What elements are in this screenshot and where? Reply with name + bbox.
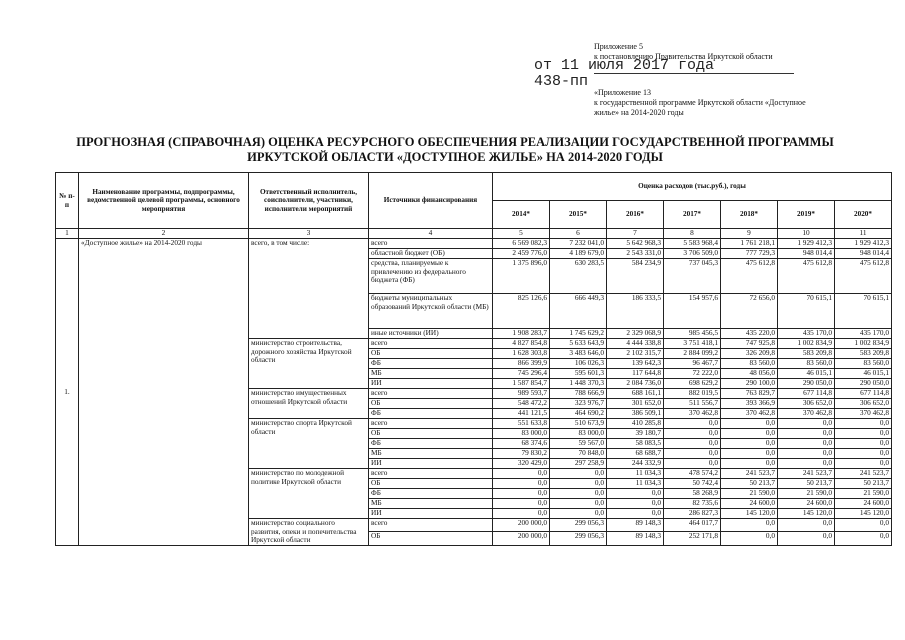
value-cell: 70 615,1	[835, 294, 892, 329]
value-cell: 186 333,5	[607, 294, 664, 329]
value-cell: 50 213,7	[721, 479, 778, 489]
value-cell: 326 209,8	[721, 349, 778, 359]
funding-source: всего	[369, 469, 493, 479]
value-cell: 0,0	[721, 449, 778, 459]
value-cell: 154 957,6	[664, 294, 721, 329]
value-cell: 58 268,9	[664, 489, 721, 499]
value-cell: 83 560,0	[835, 359, 892, 369]
value-cell: 200 000,0	[493, 519, 550, 532]
year-header: 2019*	[778, 201, 835, 229]
value-cell: 788 666,9	[550, 389, 607, 399]
value-cell: 241 523,7	[721, 469, 778, 479]
value-cell: 4 189 679,0	[550, 249, 607, 259]
funding-source: ОБ	[369, 532, 493, 545]
value-cell: 252 171,8	[664, 532, 721, 545]
value-cell: 5 642 968,3	[607, 239, 664, 249]
value-cell: 0,0	[721, 459, 778, 469]
value-cell: 0,0	[778, 439, 835, 449]
value-cell: 0,0	[493, 509, 550, 519]
value-cell: 68 688,7	[607, 449, 664, 459]
value-cell: 0,0	[664, 429, 721, 439]
value-cell: 2 884 099,2	[664, 349, 721, 359]
value-cell: 58 083,5	[607, 439, 664, 449]
value-cell: 96 467,7	[664, 359, 721, 369]
funding-source: всего	[369, 389, 493, 399]
value-cell: 393 366,9	[721, 399, 778, 409]
value-cell: 510 673,9	[550, 419, 607, 429]
value-cell: 68 374,6	[493, 439, 550, 449]
col-header-source: Источники финансирования	[369, 173, 493, 229]
value-cell: 0,0	[607, 499, 664, 509]
value-cell: 21 590,0	[835, 489, 892, 499]
year-header: 2014*	[493, 201, 550, 229]
value-cell: 370 462,8	[835, 409, 892, 419]
value-cell: 0,0	[835, 439, 892, 449]
col-header-name: Наименование программы, подпрограммы, ведомственной целевой программы, основного мероприятия	[79, 173, 249, 229]
value-cell: 24 600,0	[721, 499, 778, 509]
stamp-number: 438-пп	[534, 73, 589, 90]
value-cell: 2 102 315,7	[607, 349, 664, 359]
header-row	[56, 173, 892, 201]
value-cell: 0,0	[550, 499, 607, 509]
value-cell: 200 000,0	[493, 532, 550, 545]
value-cell: 386 509,1	[607, 409, 664, 419]
value-cell: 297 258,9	[550, 459, 607, 469]
value-cell: 698 629,2	[664, 379, 721, 389]
value-cell: 0,0	[721, 439, 778, 449]
value-cell: 1 908 283,7	[493, 329, 550, 339]
column-index: 3	[249, 229, 369, 239]
value-cell: 117 644,8	[607, 369, 664, 379]
value-cell: 0,0	[493, 479, 550, 489]
value-cell: 0,0	[493, 499, 550, 509]
value-cell: 1 761 218,1	[721, 239, 778, 249]
value-cell: 0,0	[607, 509, 664, 519]
value-cell: 320 429,0	[493, 459, 550, 469]
value-cell: 435 170,0	[778, 329, 835, 339]
column-index: 8	[664, 229, 721, 239]
value-cell: 410 285,8	[607, 419, 664, 429]
value-cell: 551 633,8	[493, 419, 550, 429]
value-cell: 39 180,7	[607, 429, 664, 439]
value-cell: 306 652,0	[778, 399, 835, 409]
executor-cell: министерство строительства, дорожного хозяйства Иркутской области	[249, 339, 369, 389]
value-cell: 0,0	[721, 419, 778, 429]
value-cell: 50 213,7	[778, 479, 835, 489]
funding-source: средства, планируемые к привлечению из федерального бюджета (ФБ)	[369, 259, 493, 294]
value-cell: 79 830,2	[493, 449, 550, 459]
value-cell: 989 593,7	[493, 389, 550, 399]
value-cell: 299 056,3	[550, 519, 607, 532]
funding-source: ФБ	[369, 359, 493, 369]
funding-source: МБ	[369, 449, 493, 459]
value-cell: 0,0	[721, 519, 778, 532]
value-cell: 666 449,3	[550, 294, 607, 329]
col-header-estimate: Оценка расходов (тыс.руб.), годы	[493, 173, 892, 201]
value-cell: 0,0	[835, 419, 892, 429]
value-cell: 89 148,3	[607, 532, 664, 545]
column-index-row	[56, 229, 892, 239]
value-cell: 1 587 854,7	[493, 379, 550, 389]
value-cell: 2 459 776,0	[493, 249, 550, 259]
title-line1: ПРОГНОЗНАЯ (СПРАВОЧНАЯ) ОЦЕНКА РЕСУРСНОГО ОБЕСПЕЧЕНИЯ РЕАЛИЗАЦИИ ГОСУДАРСТВЕННОЙ ПРОГРАММЫ	[76, 135, 834, 149]
title-line2: ИРКУТСКОЙ ОБЛАСТИ «ДОСТУПНОЕ ЖИЛЬЕ» НА 2014-2020 ГОДЫ	[247, 150, 663, 164]
value-cell: 244 332,9	[607, 459, 664, 469]
funding-source: ФБ	[369, 489, 493, 499]
value-cell: 475 612,8	[835, 259, 892, 294]
value-cell: 290 100,0	[721, 379, 778, 389]
funding-source: ИИ	[369, 379, 493, 389]
value-cell: 139 642,3	[607, 359, 664, 369]
value-cell: 4 827 854,8	[493, 339, 550, 349]
column-index: 7	[607, 229, 664, 239]
year-header: 2020*	[835, 201, 892, 229]
value-cell: 0,0	[778, 429, 835, 439]
year-header: 2017*	[664, 201, 721, 229]
value-cell: 3 751 418,1	[664, 339, 721, 349]
value-cell: 584 234,9	[607, 259, 664, 294]
value-cell: 70 848,0	[550, 449, 607, 459]
signature-line	[594, 73, 794, 74]
program-name: «Доступное жилье» на 2014-2020 годы	[79, 239, 249, 546]
value-cell: 306 652,0	[835, 399, 892, 409]
funding-source: всего	[369, 419, 493, 429]
value-cell: 6 569 082,3	[493, 239, 550, 249]
program-reference-line2: жилье» на 2014-2020 годы	[594, 108, 684, 117]
value-cell: 1 448 370,3	[550, 379, 607, 389]
value-cell: 21 590,0	[778, 489, 835, 499]
value-cell: 46 015,1	[835, 369, 892, 379]
value-cell: 0,0	[778, 419, 835, 429]
funding-source: МБ	[369, 369, 493, 379]
value-cell: 475 612,8	[721, 259, 778, 294]
value-cell: 677 114,8	[835, 389, 892, 399]
appendix13-label: «Приложение 13	[594, 88, 651, 97]
value-cell: 882 019,5	[664, 389, 721, 399]
value-cell: 1 002 834,9	[778, 339, 835, 349]
appendix-label: Приложение 5	[594, 42, 643, 51]
value-cell: 370 462,8	[664, 409, 721, 419]
funding-source: ОБ	[369, 399, 493, 409]
funding-source: бюджеты муниципальных образований Иркутской области (МБ)	[369, 294, 493, 329]
value-cell: 0,0	[664, 419, 721, 429]
resource-table	[55, 172, 892, 546]
value-cell: 478 574,2	[664, 469, 721, 479]
value-cell: 948 014,4	[835, 249, 892, 259]
value-cell: 763 829,7	[721, 389, 778, 399]
value-cell: 475 612,8	[778, 259, 835, 294]
value-cell: 464 017,7	[664, 519, 721, 532]
value-cell: 1 929 412,3	[835, 239, 892, 249]
value-cell: 630 283,5	[550, 259, 607, 294]
value-cell: 7 232 041,0	[550, 239, 607, 249]
value-cell: 299 056,3	[550, 532, 607, 545]
value-cell: 83 560,0	[721, 359, 778, 369]
value-cell: 3 483 646,0	[550, 349, 607, 359]
value-cell: 737 045,3	[664, 259, 721, 294]
funding-source: ИИ	[369, 509, 493, 519]
column-index: 6	[550, 229, 607, 239]
value-cell: 0,0	[835, 449, 892, 459]
value-cell: 11 034,3	[607, 479, 664, 489]
value-cell: 50 213,7	[835, 479, 892, 489]
stamp-date: от 11 июля 2017 года	[534, 57, 715, 74]
value-cell: 0,0	[493, 469, 550, 479]
value-cell: 301 652,0	[607, 399, 664, 409]
value-cell: 677 114,8	[778, 389, 835, 399]
value-cell: 72 222,0	[664, 369, 721, 379]
value-cell: 1 375 896,0	[493, 259, 550, 294]
value-cell: 5 583 968,4	[664, 239, 721, 249]
column-index: 9	[721, 229, 778, 239]
funding-source: ФБ	[369, 409, 493, 419]
col-header-num: № п-п	[56, 173, 79, 229]
funding-source: ОБ	[369, 349, 493, 359]
value-cell: 747 925,8	[721, 339, 778, 349]
value-cell: 0,0	[550, 469, 607, 479]
value-cell: 777 729,3	[721, 249, 778, 259]
value-cell: 370 462,8	[721, 409, 778, 419]
value-cell: 83 000,0	[550, 429, 607, 439]
value-cell: 5 633 643,9	[550, 339, 607, 349]
value-cell: 1 002 834,9	[835, 339, 892, 349]
funding-source: ОБ	[369, 479, 493, 489]
value-cell: 24 600,0	[835, 499, 892, 509]
value-cell: 290 050,0	[778, 379, 835, 389]
value-cell: 0,0	[721, 429, 778, 439]
column-index: 4	[369, 229, 493, 239]
value-cell: 745 296,4	[493, 369, 550, 379]
value-cell: 4 444 338,8	[607, 339, 664, 349]
value-cell: 2 329 068,9	[607, 329, 664, 339]
executor-cell: министерство спорта Иркутской области	[249, 419, 369, 469]
value-cell: 0,0	[664, 459, 721, 469]
year-header: 2018*	[721, 201, 778, 229]
value-cell: 0,0	[550, 509, 607, 519]
row-number: 1.	[56, 239, 79, 546]
value-cell: 1 628 303,8	[493, 349, 550, 359]
funding-source: всего	[369, 239, 493, 249]
executor-cell: министерство социального развития, опеки и попечительства Иркутской области	[249, 519, 369, 546]
value-cell: 59 567,0	[550, 439, 607, 449]
value-cell: 145 120,0	[835, 509, 892, 519]
value-cell: 21 590,0	[721, 489, 778, 499]
column-index: 10	[778, 229, 835, 239]
value-cell: 0,0	[778, 449, 835, 459]
value-cell: 0,0	[778, 532, 835, 545]
value-cell: 72 656,0	[721, 294, 778, 329]
value-cell: 0,0	[778, 459, 835, 469]
value-cell: 24 600,0	[778, 499, 835, 509]
value-cell: 46 015,1	[778, 369, 835, 379]
page-title	[60, 135, 850, 165]
date-stamp	[534, 58, 714, 90]
column-index: 5	[493, 229, 550, 239]
value-cell: 548 472,2	[493, 399, 550, 409]
value-cell: 0,0	[835, 519, 892, 532]
value-cell: 83 560,0	[778, 359, 835, 369]
value-cell: 241 523,7	[778, 469, 835, 479]
value-cell: 985 456,5	[664, 329, 721, 339]
value-cell: 290 050,0	[835, 379, 892, 389]
value-cell: 48 056,0	[721, 369, 778, 379]
year-header: 2016*	[607, 201, 664, 229]
value-cell: 89 148,3	[607, 519, 664, 532]
value-cell: 0,0	[550, 479, 607, 489]
value-cell: 0,0	[835, 429, 892, 439]
table-row	[56, 239, 892, 249]
funding-source: МБ	[369, 499, 493, 509]
value-cell: 0,0	[664, 439, 721, 449]
program-reference-line1: к государственной программе Иркутской области «Доступное	[594, 98, 806, 107]
resolution-reference: к постановлению Правительства Иркутской области	[594, 52, 773, 61]
value-cell: 0,0	[721, 532, 778, 545]
value-cell: 286 827,3	[664, 509, 721, 519]
funding-source: ИИ	[369, 459, 493, 469]
value-cell: 441 121,5	[493, 409, 550, 419]
value-cell: 106 026,3	[550, 359, 607, 369]
executor-cell: министерство по молодежной политике Иркутской области	[249, 469, 369, 519]
value-cell: 0,0	[664, 449, 721, 459]
value-cell: 0,0	[550, 489, 607, 499]
value-cell: 145 120,0	[721, 509, 778, 519]
value-cell: 948 014,4	[778, 249, 835, 259]
value-cell: 83 000,0	[493, 429, 550, 439]
value-cell: 2 543 331,0	[607, 249, 664, 259]
value-cell: 595 601,3	[550, 369, 607, 379]
value-cell: 145 120,0	[778, 509, 835, 519]
executor-cell: министерство имущественных отношений Иркутской области	[249, 389, 369, 419]
column-index: 1	[56, 229, 79, 239]
value-cell: 583 209,8	[778, 349, 835, 359]
value-cell: 866 399,9	[493, 359, 550, 369]
value-cell: 435 220,0	[721, 329, 778, 339]
value-cell: 11 034,3	[607, 469, 664, 479]
funding-source: всего	[369, 519, 493, 532]
value-cell: 70 615,1	[778, 294, 835, 329]
value-cell: 323 976,7	[550, 399, 607, 409]
funding-source: ОБ	[369, 429, 493, 439]
value-cell: 0,0	[835, 532, 892, 545]
col-header-executor: Ответственный исполнитель, соисполнители, участники, исполнители мероприятий	[249, 173, 369, 229]
value-cell: 370 462,8	[778, 409, 835, 419]
year-header: 2015*	[550, 201, 607, 229]
value-cell: 435 170,0	[835, 329, 892, 339]
funding-source: ФБ	[369, 439, 493, 449]
value-cell: 0,0	[778, 519, 835, 532]
value-cell: 241 523,7	[835, 469, 892, 479]
column-index: 11	[835, 229, 892, 239]
value-cell: 1 745 629,2	[550, 329, 607, 339]
value-cell: 50 742,4	[664, 479, 721, 489]
value-cell: 82 735,6	[664, 499, 721, 509]
value-cell: 511 556,7	[664, 399, 721, 409]
value-cell: 1 929 412,3	[778, 239, 835, 249]
value-cell: 0,0	[835, 459, 892, 469]
value-cell: 3 706 509,0	[664, 249, 721, 259]
value-cell: 2 084 736,0	[607, 379, 664, 389]
column-index: 2	[79, 229, 249, 239]
value-cell: 0,0	[607, 489, 664, 499]
executor-cell: всего, в том числе:	[249, 239, 369, 339]
funding-source: всего	[369, 339, 493, 349]
funding-source: областной бюджет (ОБ)	[369, 249, 493, 259]
value-cell: 583 209,8	[835, 349, 892, 359]
table-body	[56, 173, 892, 546]
value-cell: 825 126,6	[493, 294, 550, 329]
value-cell: 688 161,1	[607, 389, 664, 399]
value-cell: 464 690,2	[550, 409, 607, 419]
value-cell: 0,0	[493, 489, 550, 499]
funding-source: иные источники (ИИ)	[369, 329, 493, 339]
